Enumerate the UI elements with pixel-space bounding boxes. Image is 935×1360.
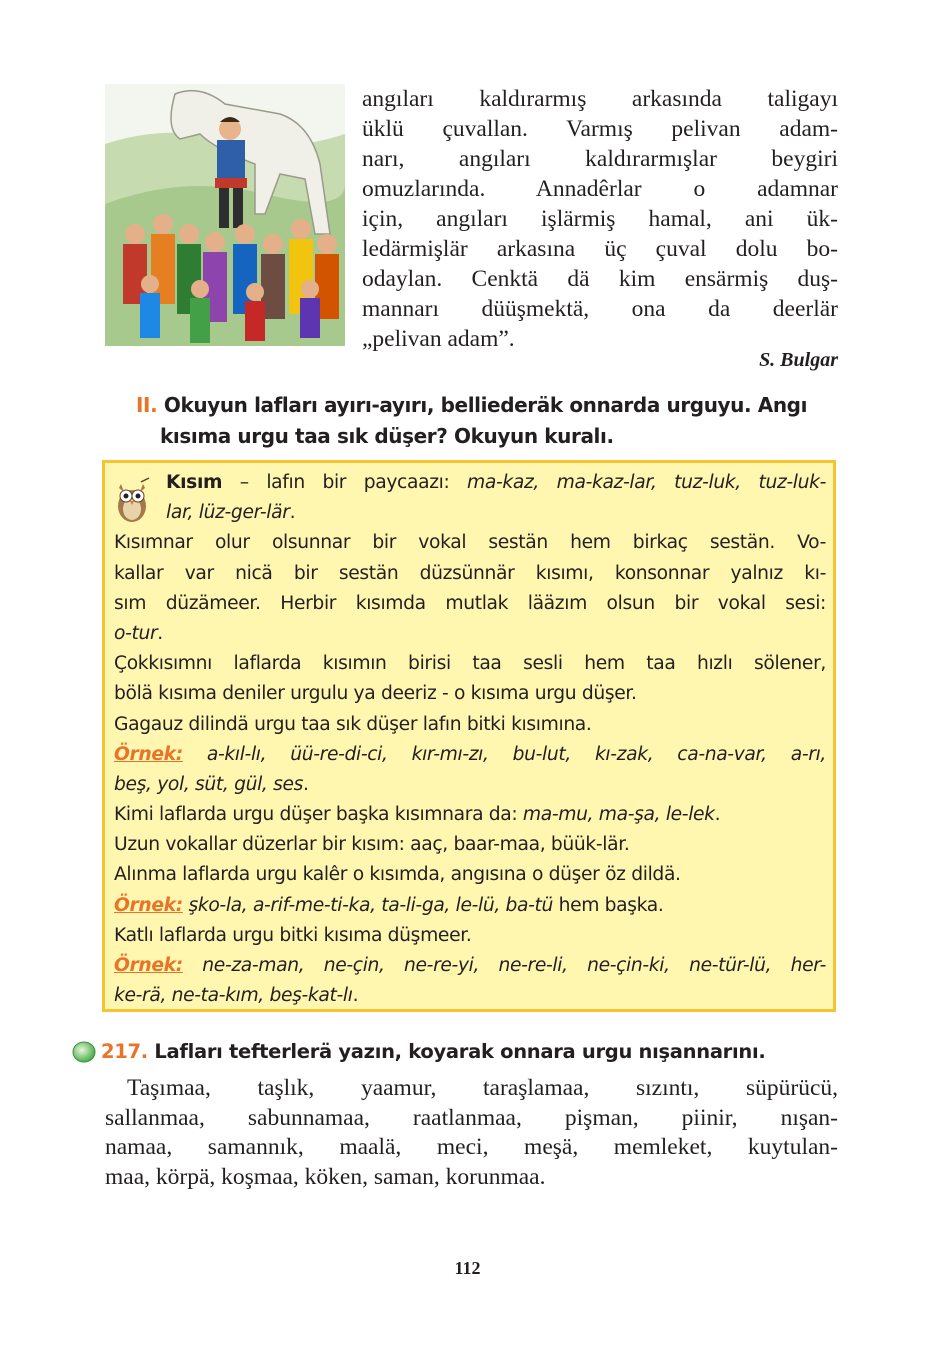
example-label: Örnek: bbox=[114, 894, 183, 916]
story-line: ledärmişlär arkasına üç çuval dolu bo- bbox=[362, 236, 838, 262]
rule-p1-line-4 bbox=[114, 619, 826, 649]
rule-p4-end: . bbox=[714, 804, 721, 826]
rule-p1-line-3: sım düzämeer. Herbir kısımda mutlak lääzım olsun bir vokal sesi: bbox=[114, 592, 826, 614]
rule-example1-line-1 bbox=[114, 740, 826, 770]
rule-p5-line: Uzun vokallar düzerlar bir kısım: aaç, baar-maa, büük-lär. bbox=[114, 834, 630, 856]
task-ii-text-1: Okuyun lafları ayırı-ayırı, belliederäk onnarda urguyu. Angı bbox=[163, 393, 808, 417]
rule-example2-end: hem başka. bbox=[552, 894, 664, 916]
rule-p4-prefix: Kimi laflarda urgu düşer başka kısımnara da: bbox=[114, 804, 523, 826]
exercise-instruction: Lafları tefterlerä yazın, koyarak onnara urgu nışannarını. bbox=[147, 1040, 766, 1063]
rule-example3-line-2 bbox=[114, 981, 826, 1011]
task-ii-line-2: kısıma urgu taa sık düşer? Okuyun kuralı. bbox=[160, 424, 614, 448]
rule-text bbox=[114, 468, 826, 1011]
rule-example1-words-2: beş, yol, süt, gül, ses bbox=[114, 773, 304, 795]
rule-p2-line-2: bölä kısıma deniler urgulu ya deeriz - o kısıma urgu düşer. bbox=[114, 683, 637, 705]
story-line: „pelivan adam”. bbox=[362, 326, 515, 352]
story-line: için, angıları işlärmiş hamal, ani ük- bbox=[362, 206, 838, 232]
rule-example2-line bbox=[114, 891, 826, 921]
rule-example3-words-1: ne-za-man, ne-çin, ne-re-yi, ne-re-li, ne-çin-ki, ne-tür-lü, her- bbox=[182, 955, 826, 976]
rule-example1-line-2 bbox=[114, 770, 826, 800]
rule-term: Kısım bbox=[166, 472, 223, 493]
rule-p1-line-2: kallar var nicä bir sestän düzsünnär kısımı, konsonnar yalnız kı- bbox=[114, 562, 826, 584]
rule-example3-words-2: ke-rä, ne-ta-kım, beş-kat-lı bbox=[114, 985, 353, 1007]
exercise-line: Taşımaa, taşlık, yaamur, taraşlamaa, sızıntı, süpürücü, bbox=[127, 1075, 838, 1101]
task-ii-instruction bbox=[136, 390, 836, 452]
exercise-217-words bbox=[105, 1074, 838, 1193]
rule-p1-line-1: Kısımnar olur olsunnar bir vokal sestän hem birkaç sestän. Vo- bbox=[114, 532, 826, 554]
rule-definition-line-1 bbox=[114, 468, 826, 498]
example-label: Örnek: bbox=[114, 743, 183, 765]
rule-example3-line-1 bbox=[114, 951, 826, 981]
story-illustration bbox=[105, 84, 345, 346]
story-author: S. Bulgar bbox=[759, 349, 838, 371]
example-label: Örnek: bbox=[114, 955, 183, 976]
rule-p2-line-1: Çokkısımnı laflarda kısımın birisi taa sesli hem taa hızlı sölener, bbox=[114, 653, 826, 675]
rule-p4-line bbox=[114, 800, 826, 830]
story-line: omuzlarında. Annadêrlar o adamnar bbox=[362, 176, 838, 202]
story-line: üklü çuvallan. Varmış pelivan adam- bbox=[362, 116, 838, 142]
green-circle-bullet-icon bbox=[72, 1041, 96, 1063]
rule-example1-end: . bbox=[303, 773, 309, 795]
rule-example3-end: . bbox=[352, 985, 359, 1007]
rule-p6-line: Alınma laflarda urgu kalêr o kısımda, angısına o düşer öz dildä. bbox=[114, 864, 681, 886]
rule-def-dash: – lafın bir paycaazı: bbox=[222, 472, 468, 493]
rule-p7-line: Katlı laflarda urgu bitki kısıma düşmeer. bbox=[114, 924, 472, 946]
task-ii-line-1 bbox=[136, 390, 836, 421]
rule-def-examples-2: lar, lüz-ger-lär bbox=[166, 502, 290, 524]
rule-p3-line-1: Gagauz dilindä urgu taa sık düşer lafın bitki kısımına. bbox=[114, 713, 592, 735]
page-number: 112 bbox=[454, 1258, 481, 1278]
exercise-line: maa, körpä, koşmaa, köken, saman, korunmaa. bbox=[105, 1164, 546, 1191]
rule-def-end: . bbox=[289, 502, 296, 524]
story-line: narı, angıları kaldırarmışlar beygiri bbox=[362, 146, 838, 172]
exercise-number: 217. bbox=[101, 1040, 148, 1063]
rule-p1-example: o-tur bbox=[114, 622, 158, 644]
task-ii-numeral: II. bbox=[136, 393, 158, 417]
exercise-217-heading bbox=[72, 1040, 872, 1063]
story-line: odaylan. Cenktä dä kim ensärmiş duş- bbox=[362, 266, 838, 292]
story-line: mannarı düüşmektä, ona da deerlär bbox=[362, 296, 838, 322]
story-text bbox=[362, 84, 838, 354]
rule-example1-words-1: a-kıl-lı, üü-re-di-ci, kır-mı-zı, bu-lut, kı-zak, ca-na-var, a-rı, bbox=[182, 743, 826, 765]
exercise-line: sallanmaa, sabunnamaa, raatlanmaa, pişman, piinir, nışan- bbox=[105, 1104, 838, 1131]
story-line: angıları kaldırarmış arkasında taligayı bbox=[362, 86, 838, 112]
rule-p1-end: . bbox=[157, 622, 163, 644]
rule-definition-line-2 bbox=[114, 498, 826, 528]
rule-example2-words: şko-la, a-rif-me-ti-ka, ta-li-ga, le-lü, ba-tü bbox=[182, 894, 553, 916]
rule-def-examples-1: ma-kaz, ma-kaz-lar, tuz-luk, tuz-luk- bbox=[467, 472, 826, 493]
rule-p4-examples: ma-mu, ma-şa, le-lek bbox=[522, 804, 715, 826]
exercise-line: namaa, samannık, maalä, meci, meşä, memleket, kuytulan- bbox=[105, 1134, 838, 1161]
